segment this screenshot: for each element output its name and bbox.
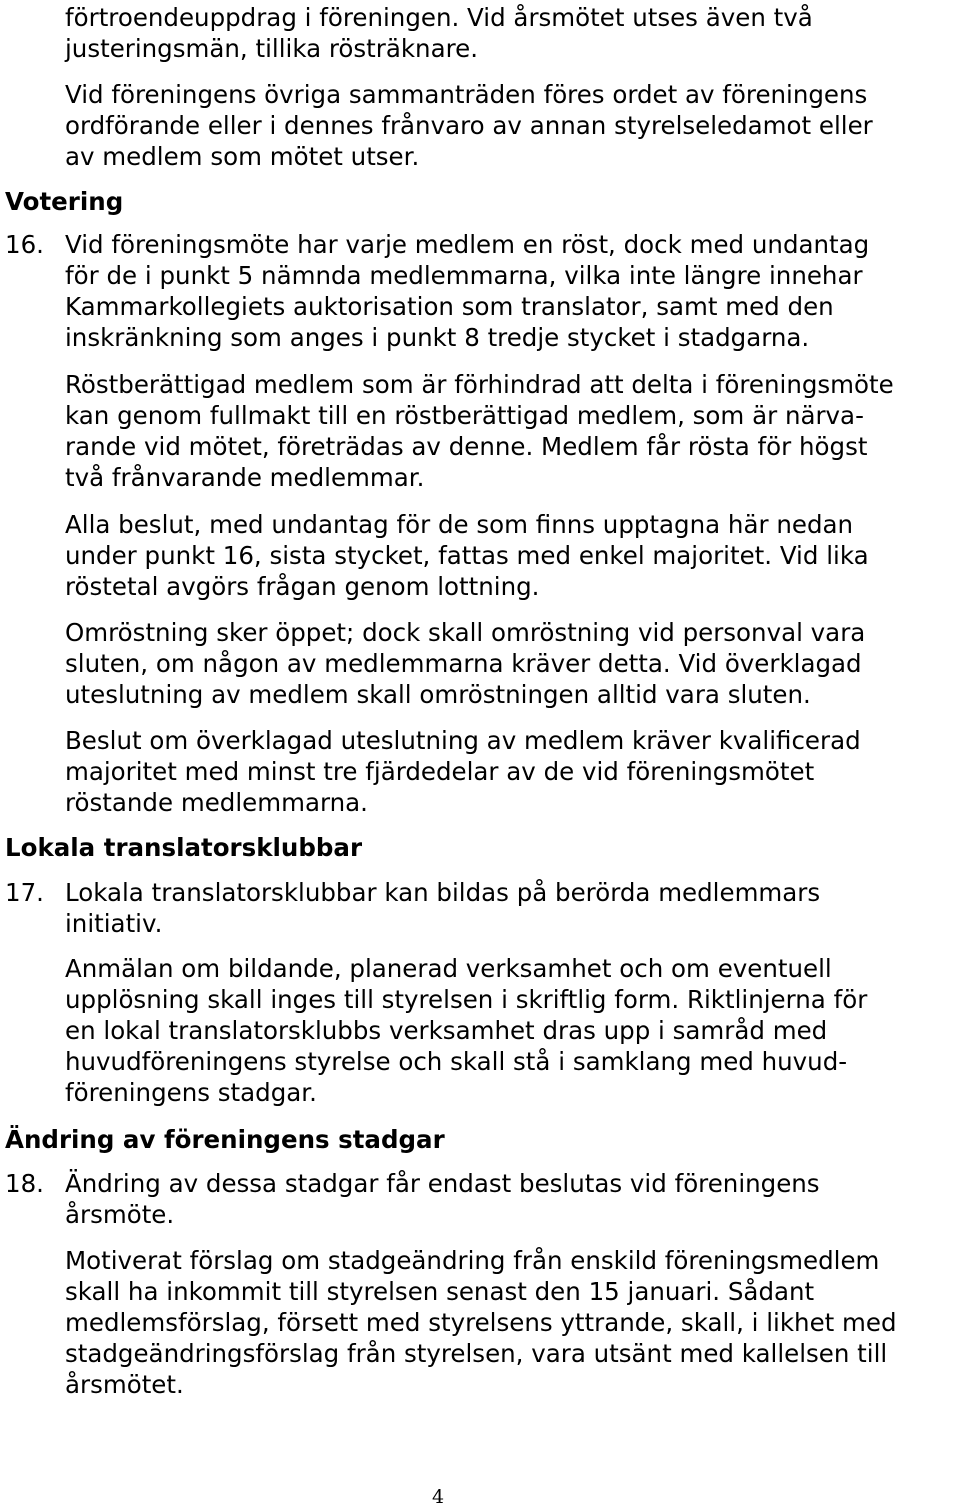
clubs-p2-line: huvudföreningens styrelse och skall stå i samklang med huvud- (65, 1047, 848, 1076)
section-number-18: 18. (5, 1169, 44, 1198)
chair-para-line: av medlem som mötet utser. (65, 142, 420, 171)
amend-p1-line: Ändring av dessa stadgar får endast beslutas vid föreningens (65, 1169, 820, 1198)
votering-p5-line: majoritet med minst tre fjärdedelar av de vid föreningsmötet (65, 757, 815, 786)
votering-p3-line: under punkt 16, sista stycket, fattas med enkel majoritet. Vid lika (65, 541, 869, 570)
votering-p3-line: röstetal avgörs frågan genom lottning. (65, 572, 540, 601)
votering-p4-line: Omröstning sker öppet; dock skall omröstning vid personval vara (65, 618, 866, 647)
votering-p2-line: kan genom fullmakt till en röstberättigad medlem, som är närva- (65, 401, 864, 430)
intro-line: justeringsmän, tillika rösträknare. (65, 34, 478, 63)
amend-p1-line: årsmöte. (65, 1200, 175, 1229)
votering-p4-line: uteslutning av medlem skall omröstningen alltid vara sluten. (65, 680, 811, 709)
clubs-p1-line: initiativ. (65, 909, 163, 938)
section-number-17: 17. (5, 878, 44, 907)
votering-p1-line: Kammarkollegiets auktorisation som translator, samt med den (65, 292, 834, 321)
section-heading-clubs: Lokala translatorsklubbar (5, 833, 363, 862)
clubs-p2-line: en lokal translatorsklubbs verksamhet dras upp i samråd med (65, 1016, 828, 1045)
amend-p2-line: årsmötet. (65, 1370, 184, 1399)
amend-p2-line: stadgeändringsförslag från styrelsen, vara utsänt med kallelsen till (65, 1339, 888, 1368)
votering-p5-line: Beslut om överklagad uteslutning av medlem kräver kvalificerad (65, 726, 861, 755)
votering-p3-line: Alla beslut, med undantag för de som finns upptagna här nedan (65, 510, 854, 539)
votering-p2-line: två frånvarande medlemmar. (65, 463, 425, 492)
votering-p1-line: Vid föreningsmöte har varje medlem en röst, dock med undantag (65, 230, 870, 259)
amend-p2-line: skall ha inkommit till styrelsen senast den 15 januari. Sådant (65, 1277, 815, 1306)
votering-p2-line: Röstberättigad medlem som är förhindrad att delta i föreningsmöte (65, 370, 894, 399)
section-heading-amendment: Ändring av föreningens stadgar (5, 1125, 445, 1154)
clubs-p2-line: Anmälan om bildande, planerad verksamhet och om eventuell (65, 954, 832, 983)
amend-p2-line: Motiverat förslag om stadgeändring från enskild föreningsmedlem (65, 1246, 880, 1275)
clubs-p2-line: upplösning skall inges till styrelsen i skriftlig form. Riktlinjerna för (65, 985, 868, 1014)
votering-p1-line: för de i punkt 5 nämnda medlemmarna, vilka inte längre innehar (65, 261, 863, 290)
intro-line: förtroendeuppdrag i föreningen. Vid årsmötet utses även två (65, 3, 813, 32)
chair-para-line: ordförande eller i dennes frånvaro av annan styrelseledamot eller (65, 111, 873, 140)
votering-p4-line: sluten, om någon av medlemmarna kräver detta. Vid överklagad (65, 649, 862, 678)
votering-p2-line: rande vid mötet, företrädas av denne. Medlem får rösta för högst (65, 432, 868, 461)
page-number: 4 (431, 1486, 445, 1508)
clubs-p2-line: föreningens stadgar. (65, 1078, 317, 1107)
votering-p5-line: röstande medlemmarna. (65, 788, 368, 817)
chair-para-line: Vid föreningens övriga sammanträden föres ordet av föreningens (65, 80, 868, 109)
section-number-16: 16. (5, 230, 44, 259)
amend-p2-line: medlemsförslag, försett med styrelsens yttrande, skall, i likhet med (65, 1308, 897, 1337)
clubs-p1-line: Lokala translatorsklubbar kan bildas på berörda medlemmars (65, 878, 821, 907)
section-heading-votering: Votering (5, 187, 124, 216)
votering-p1-line: inskränkning som anges i punkt 8 tredje stycket i stadgarna. (65, 323, 810, 352)
